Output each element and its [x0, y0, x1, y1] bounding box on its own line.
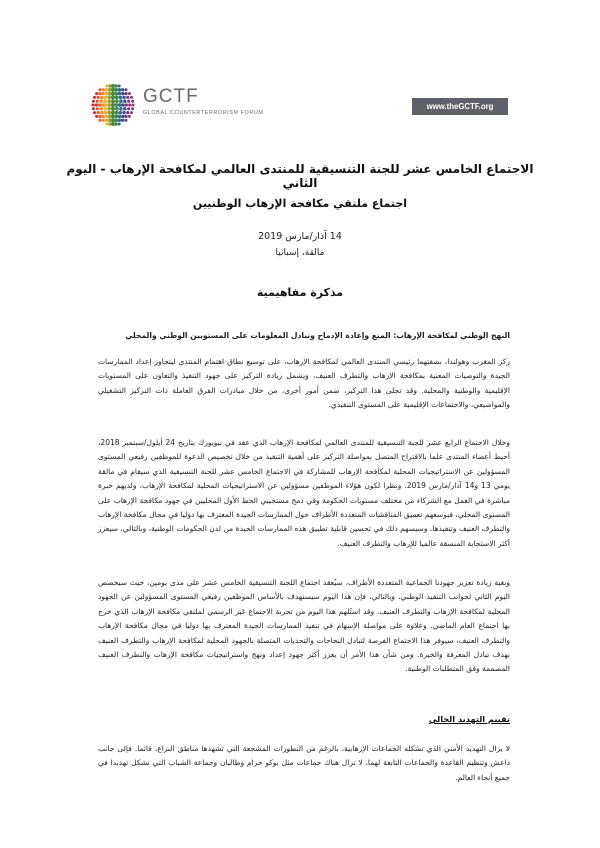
logo-dot — [128, 103, 131, 106]
logo-dot — [105, 92, 109, 96]
logo-dot — [98, 92, 101, 95]
logo-dot — [107, 107, 111, 111]
logo-dot — [105, 118, 109, 122]
logo-dot — [125, 88, 128, 91]
logo-dot — [122, 111, 125, 114]
logo-dot — [125, 92, 128, 95]
logo-dot — [102, 88, 105, 91]
logo-dot — [101, 92, 104, 95]
logo-dot — [114, 92, 118, 96]
logo-dot — [128, 115, 131, 118]
logo-dot — [103, 107, 107, 111]
logo-dot — [123, 100, 126, 103]
logo-dot — [111, 99, 115, 103]
logo-dot — [105, 88, 109, 92]
logo-dot — [107, 111, 111, 115]
logo-dot — [103, 99, 107, 103]
logo-dot — [92, 104, 95, 107]
logo-dot — [121, 115, 124, 118]
logo-dot — [123, 107, 126, 110]
logo-dot — [121, 103, 125, 107]
paragraph: ركز المغرب وهولندا، بصفتهما رئيسي المنتدى العالمي لمكافحة الإرهاب، على توسيع نطاق اهتمام المنتدى ليتجاوز إعداد الممارسات الجيدة والتوصيات المعنية بمكافحة الإرهاب والتطرف العنيف، ويشمل زيادة التركيز على جهود التنفيذ والتعاون على المستويات الإقليمية والوطنية والمحلية. وقد تجلى هذا التركيز، ضمن أمور أخرى، من خلال مبادرات الفرق العاملة ذات التركيز التشغيلي والمواضيعي، والاجتماعات الإقليمية على المستوى التنفيذي. — [98, 357, 510, 410]
logo-dot — [118, 103, 122, 107]
logo-dot — [119, 107, 123, 111]
logo-dot — [118, 123, 121, 126]
logo-dot — [127, 100, 130, 103]
logo-dot — [111, 95, 115, 99]
logo-dot — [115, 111, 119, 115]
logo-dot — [97, 96, 100, 99]
logo-dot — [93, 111, 96, 114]
threat-assessment-heading — [98, 714, 510, 724]
logo-dot — [126, 111, 129, 114]
paragraph: لا يزال التهديد الأمني الذي تشكله الجماعات الإرهابية، بالرغم من التطورات المشجعة التي تشهدها مناطق النزاع، قائما. فإلى جانب داعش وتنظيم القاعدة والجماعات التابعة لهما، لا تزال هناك جماعات مثل بوكو حرام وطالبان وجماعة الشباب التي تشكل تهديدا في جميع أنحاء العالم. — [98, 744, 510, 782]
logo-dot — [132, 104, 135, 107]
logo-dot — [121, 92, 124, 95]
logo-dot — [118, 115, 122, 119]
logo-dot — [127, 107, 130, 110]
logo-dot — [104, 111, 108, 115]
logo-dot — [105, 85, 108, 88]
logo-dot — [104, 103, 108, 107]
logo-dot — [92, 100, 95, 103]
logo-dot — [131, 100, 134, 103]
logo-dot — [130, 96, 133, 99]
logo-dot — [115, 96, 119, 100]
section-heading: النهج الوطني لمكافحة الإرهاب: المنع وإعادة الإدماج وتبادل المعلومات على المستويين الوطني والمحلي — [125, 331, 510, 340]
logo-dot — [95, 92, 98, 95]
logo-dot — [101, 103, 105, 107]
logo-dot — [100, 107, 103, 110]
logo-dot — [107, 99, 111, 103]
memo-title: مذكرة مفاهيمية — [256, 286, 344, 299]
logo-dot — [126, 96, 129, 99]
logo-dot — [98, 103, 101, 106]
logo-dot — [99, 88, 102, 91]
website-badge: www.theGCTF.org — [412, 98, 508, 115]
logo-dot — [128, 92, 131, 95]
gctf-logo — [90, 82, 310, 132]
logo-dot — [102, 119, 105, 122]
logo-dot — [114, 88, 118, 92]
logo-dot — [125, 119, 128, 122]
logo-dot — [119, 96, 123, 100]
logo-dot — [111, 107, 115, 111]
logo-dot — [125, 103, 128, 106]
threat-assessment-label: تقييم التهديد الحالي — [428, 714, 510, 724]
document-subtitle: اجتماع ملتقي مكافحة الإرهاب الوطنيين — [192, 197, 408, 210]
logo-dot — [115, 99, 119, 103]
logo-dot — [130, 111, 133, 114]
document-title: الاجتماع الخامس عشر للجنة التنسيقية للمنتدى العالمي لمكافحة الإرهاب - اليوم الثاني — [66, 162, 534, 190]
logo-dot — [111, 111, 115, 115]
logo-dot — [92, 107, 95, 110]
logo-dot — [101, 115, 104, 118]
brand-name: GCTF — [143, 86, 199, 107]
logo-dot — [100, 96, 103, 99]
logo-dot — [95, 103, 98, 106]
logo-dot — [118, 118, 122, 122]
logo-dot — [107, 96, 111, 100]
logo-dot — [99, 119, 102, 122]
logo-dot — [118, 85, 121, 88]
logo-dot — [114, 122, 118, 126]
logo-dot — [93, 96, 96, 99]
logo-dot — [114, 115, 118, 119]
logo-dot — [115, 107, 119, 111]
logo-dot — [96, 100, 99, 103]
logo-dot — [121, 88, 124, 91]
logo-dot — [104, 96, 108, 100]
logo-dot — [118, 88, 122, 92]
logo-dot — [118, 92, 122, 96]
logo-dot — [131, 107, 134, 110]
logo-dot — [96, 107, 99, 110]
paragraph: وخلال الاجتماع الرابع عشر للجنة التنسيقية للمنتدى العالمي لمكافحة الإرهاب الذي عقد في نيويورك بتاريخ 24 أيلول/سبتمبر 2018، أحيط أعضاء المنتدى علما بالاقتراح المتصل بمواصلة التركيز على أهمية التنفيذ من خلال تخصيص الدعوة للموظفين رفيعي المستوى المسؤولين عن الاستراتيجيات المحلية لمكافحة الإرهاب للمشاركة في الاجتماع الخامس عشر للجنة التنسيقية الذي سيقام في مالقة يومي 13 و14 آذار/مارس 2019. ونظرا لكون هؤلاء الموظفين مسؤولين عن الاستراتيجيات المحلية لمكافحة الإرهاب، ولديهم خبرة مباشرة في العمل مع الشركاء من مختلف مستويات الحكومة وفي دمج مستجيبي الخط الأول المحليين في جهود مكافحة الإرهاب على المستوى المحلي، فبوسعهم تعميق المناقشات المتعددة الأطراف حول الممارسات الجيدة المعترف بها دوليا في مجال مكافحة الإرهاب والتطرف العنيف وتنفيذها. وسيسهم ذلك في تحسين قابلية تطبيق هذه الممارسات الجيدة من لدن الحكومات الوطنية، وبالتالي، سيعزز أكثر الاستجابة المنسقة عالميا للإرهاب والتطرف العنيف. — [98, 438, 510, 548]
logo-dot — [97, 111, 100, 114]
brand-full-name: GLOBAL COUNTERTERRORISM FORUM — [143, 110, 264, 116]
logo-dot — [114, 118, 118, 122]
meeting-date: 14 آذار/مارس 2019 — [258, 231, 342, 242]
logo-dot — [114, 103, 118, 107]
logo-dot — [100, 100, 103, 103]
logo-dot — [119, 111, 123, 115]
logo-dot — [100, 111, 103, 114]
logo-dot — [105, 123, 108, 126]
logo-dot — [119, 99, 123, 103]
logo-dot — [105, 115, 109, 119]
logo-dot — [95, 115, 98, 118]
meeting-location: مالقة، إسبانيا — [275, 248, 325, 258]
logo-dot — [98, 115, 101, 118]
logo-dot — [121, 119, 124, 122]
paragraph: وبغية زيادة تعزيز جهودنا الجماعية المتعددة الأطراف، سيُعقد اجتماع اللجنة التنسيقية الخامس عشر على مدى يومين، حيث سيخصص اليوم الثاني لجوانب التنفيذ الوطني. وبالتالي، فإن هذا اليوم سيستهدف بالأساس الموظفين رفيعي المستوى المسؤولين عن الجهود المحلية لمكافحة الإرهاب والتطرف العنيف. وقد استُلهم هذا اليوم من تجربة الاجتماع غير الرسمي لملتقي مكافحة الإرهاب الذي خرج بها اجتماع العام الماضي. وعلاوة على مواصلة الإسهام في تنفيذ الممارسات الجيدة المعترف بها دوليا في مجال مكافحة الإرهاب والتطرف العنيف، سيوفر هذا الاجتماع الفرصة لتبادل النجاحات والتحديات المتصلة بالجهود المحلية لمكافحة الإرهاب والتطرف العنيف بهدف تبادل المعرفة والخبرة. ومن شأن هذا الأمر أن يعزز أكثر جهود إعداد ونهج واستراتيجيات مكافحة الإرهاب والتطرف العنيف المصممة وفق المتطلبات الوطنية. — [98, 578, 510, 674]
logo-dot — [122, 96, 125, 99]
globe-logo-icon — [90, 82, 136, 128]
logo-dot — [114, 84, 118, 88]
logo-dot — [125, 115, 128, 118]
